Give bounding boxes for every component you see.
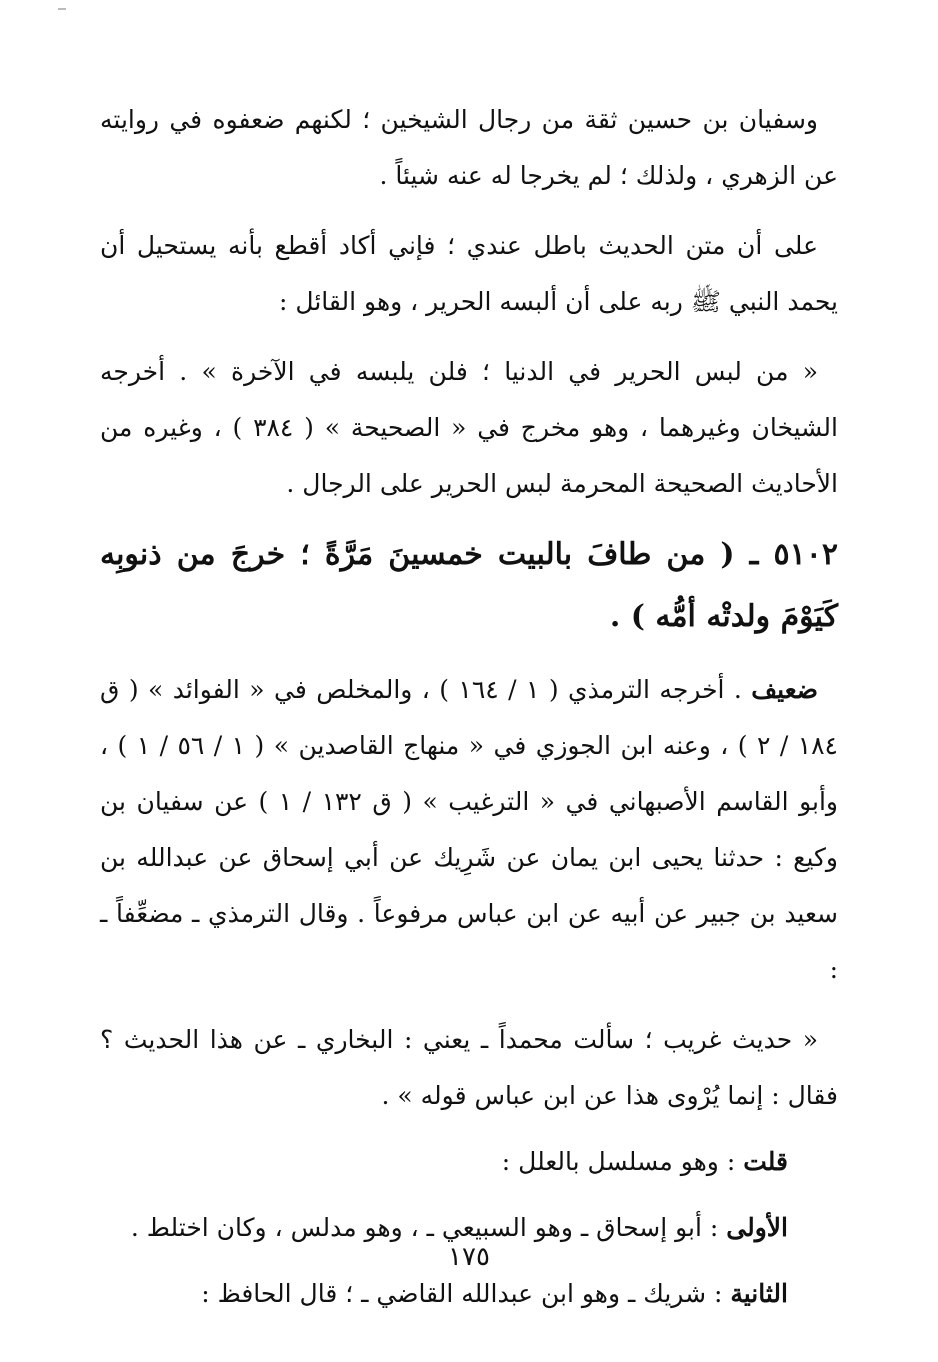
paragraph-qultu bbox=[100, 1134, 838, 1190]
grading-label: ضعيف bbox=[751, 675, 818, 704]
paragraph-takhrij bbox=[100, 662, 838, 998]
takhrij-text: . أخرجه الترمذي ( ١ / ١٦٤ ) ، والمخلص في « الفوائد » ( ق ١٨٤ / ٢ ) ، وعنه ابن الجوزي في « منهاج القاصدين » ( ١ / ٥٦ / ١ ) ، وأبو القاسم الأصبهاني في « الترغيب » ( ق ١٣٢ / ١ ) عن سفيان بن وكيع : حدثنا يحيى ابن يمان عن شَرِيك عن أبي إسحاق عن عبدالله بن سعيد بن جبير عن أبيه عن ابن عباس مرفوعاً . وقال الترمذي ـ مضعِّفاً ـ : bbox=[100, 675, 838, 984]
paragraph-silk-hadith: « من لبس الحرير في الدنيا ؛ فلن يلبسه في الآخرة » . أخرجه الشيخان وغيرهما ، وهو مخرج في « الصحيحة » ( ٣٨٤ ) ، وغيره من الأحاديث الصحيحة المحرمة لبس الحرير على الرجال . bbox=[100, 357, 838, 498]
first-illa-label: الأولى bbox=[726, 1213, 788, 1242]
paragraph-matn: على أن متن الحديث باطل عندي ؛ فإني أكاد أقطع بأنه يستحيل أن يحمد النبي ﷺ ربه على أن ألبسه الحرير ، وهو القائل : bbox=[100, 231, 838, 316]
qultu-label: قلت bbox=[743, 1147, 788, 1176]
paragraph-sufyan: وسفيان بن حسين ثقة من رجال الشيخين ؛ لكنهم ضعفوه في روايته عن الزهري ، ولذلك ؛ لم يخرجا له عنه شيئاً . bbox=[100, 105, 838, 190]
qultu-text: : وهو مسلسل بالعلل : bbox=[501, 1147, 736, 1176]
first-illa-text: : أبو إسحاق ـ وهو السبيعي ـ ، وهو مدلس ، وكان اختلط . bbox=[130, 1213, 719, 1242]
second-illa-label: الثانية bbox=[730, 1279, 788, 1308]
page-body bbox=[100, 92, 838, 1322]
second-illa-text: : شريك ـ وهو ابن عبدالله القاضي ـ ؛ قال الحافظ : bbox=[201, 1279, 723, 1308]
hadith-heading: ٥١٠٢ ـ ( من طافَ بالبيت خمسينَ مَرَّةً ؛ خرجَ من ذنوبِه كَيَوْمَ ولدتْه أمُّه ) . bbox=[100, 537, 838, 634]
scan-mark bbox=[58, 8, 66, 10]
paragraph-tirmidhi-quote: « حديث غريب ؛ سألت محمداً ـ يعني : البخاري ـ عن هذا الحديث ؟ فقال : إنما يُرْوى هذا عن ابن عباس قوله » . bbox=[100, 1025, 838, 1110]
page-number: ١٧٥ bbox=[448, 1242, 490, 1272]
paragraph-second-illa bbox=[100, 1266, 838, 1322]
